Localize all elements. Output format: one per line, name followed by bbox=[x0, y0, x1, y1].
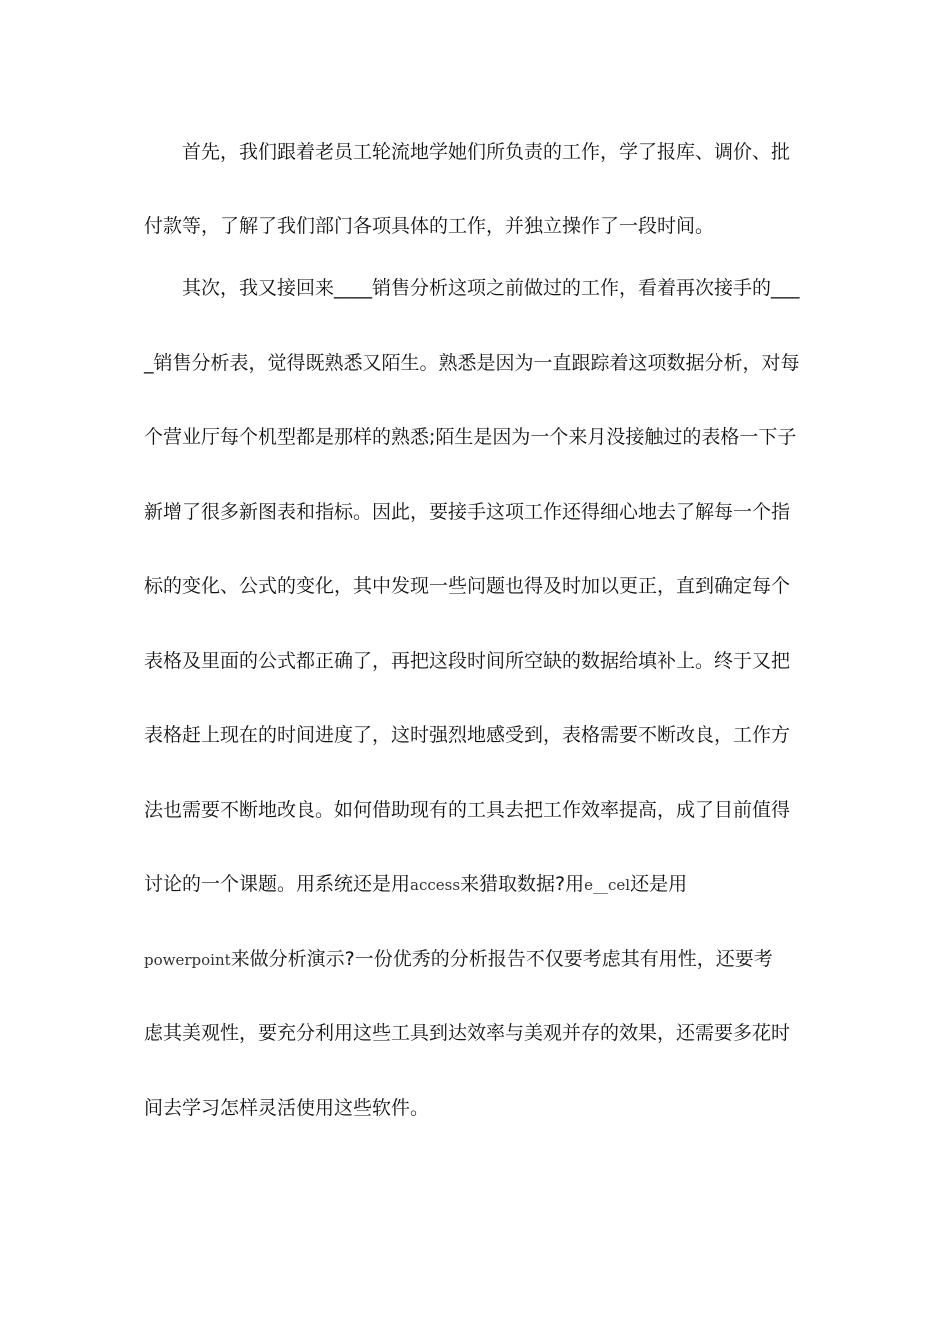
paragraph-2-line-11: 虑其美观性，要充分利用这些工具到达效率与美观并存的效果，还需要多花时 bbox=[144, 1022, 791, 1044]
line-10-text-b: 来做分析演示?一份优秀的分析报告不仅要考虑其有用性，还要考 bbox=[230, 948, 773, 970]
access-term: access bbox=[410, 876, 461, 894]
excel-term: e__cel bbox=[584, 876, 631, 894]
paragraph-1-line-1: 首先，我们跟着老员工轮流地学她们所负责的工作，学了报库、调价、批 bbox=[182, 141, 791, 163]
paragraph-2-line-2: _销售分析表，觉得既熟悉又陌生。熟悉是因为一直跟踪着这项数据分析，对每 bbox=[144, 352, 800, 374]
paragraph-1-line-2: 付款等，了解了我们部门各项具体的工作，并独立操作了一段时间。 bbox=[144, 215, 715, 237]
powerpoint-term: powerpoint bbox=[144, 951, 231, 969]
line-9-text-a: 讨论的一个课题。用系统还是用 bbox=[144, 873, 411, 895]
line-9-text-c: 来猎取数据?用 bbox=[460, 873, 585, 895]
paragraph-2-line-1: 其次，我又接回来____销售分析这项之前做过的工作，看着再次接手的___ bbox=[182, 277, 800, 299]
paragraph-2-line-3: 个营业厅每个机型都是那样的熟悉;陌生是因为一个来月没接触过的表格一下子 bbox=[144, 426, 797, 448]
paragraph-2-line-10 bbox=[144, 946, 814, 973]
paragraph-2-line-5: 标的变化、公式的变化，其中发现一些问题也得及时加以更正，直到确定每个 bbox=[144, 575, 791, 597]
paragraph-2-line-7: 表格赶上现在的时间进度了，这时强烈地感受到，表格需要不断改良，工作方 bbox=[144, 724, 791, 746]
paragraph-2-line-12: 间去学习怎样灵活使用这些软件。 bbox=[144, 1097, 430, 1119]
paragraph-2-line-4: 新增了很多新图表和指标。因此，要接手这项工作还得细心地去了解每一个指 bbox=[144, 501, 791, 523]
paragraph-2-line-8: 法也需要不断地改良。如何借助现有的工具去把工作效率提高，成了目前值得 bbox=[144, 799, 791, 821]
paragraph-2-line-6: 表格及里面的公式都正确了，再把这段时间所空缺的数据给填补上。终于又把 bbox=[144, 650, 791, 672]
paragraph-2-line-9 bbox=[144, 871, 814, 898]
line-9-text-e: 还是用 bbox=[630, 873, 688, 895]
